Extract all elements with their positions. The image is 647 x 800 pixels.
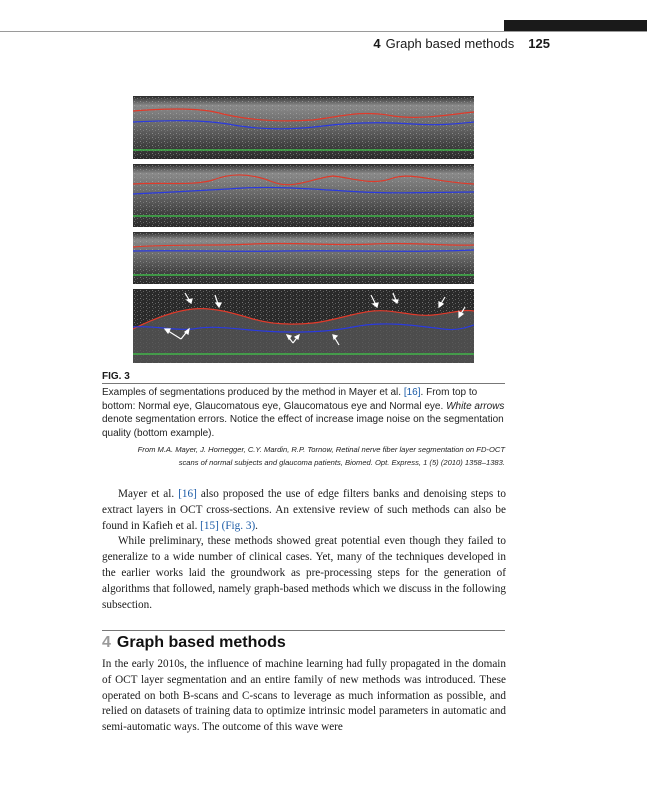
page-number: 125 [528,36,550,51]
oct-scan-1 [133,96,474,159]
caption-citation[interactable]: [16] [403,387,421,398]
source-line: From M.A. Mayer, J. Hornegger, C.Y. Mardin, R.P. Tornow, Retinal nerve fiber layer segmentation on FD-OCT [137,445,505,454]
paragraph-text: . [255,519,258,532]
caption-italic: White arrows [446,400,505,412]
citation[interactable]: [15] [200,519,219,532]
caption-text: denote segmentation errors. Notice the effect of increase image noise on the segmentation quality (bottom example). [102,414,504,439]
section-heading [102,634,286,652]
caption-text: Examples of segmentations produced by the method in Mayer et al. [102,387,404,398]
figure-source [102,443,505,469]
paragraph [102,487,506,534]
caption-text: . From top to bottom: Normal eye, Glaucomatous eye, Glaucomatous eye and Normal eye. [102,387,478,412]
figure-rule [102,383,505,384]
section-title: Graph based methods [116,634,286,651]
running-head [300,36,550,51]
oct-scan-4 [133,289,474,363]
figure-caption [102,386,507,440]
paragraph-text: also proposed the use of edge filters banks and denoising steps to extract layers in OCT cross-sections. An extensive review of such methods can also be found in Kafieh et al. [102,488,506,532]
section-number: 4 [102,634,111,651]
oct-scan-2 [133,164,474,227]
oct-scan-3 [133,232,474,284]
paragraph-text: Mayer et al. [118,488,179,500]
paragraph: In the early 2010s, the influence of machine learning had fully propagated in the domain of OCT layer segmentation and an entire family of new methods was introduced. These operated on both B-scans and C-scans to leverage as much information as possible, and relied on datasets of training data to optimize intrinsic model parameters in automatic and semi-automatic ways. The outcome of this wave were [102,658,506,734]
body-text [102,487,506,613]
source-line: scans of normal subjects and glaucoma patients, Biomed. Opt. Express, 1 (5) (2010) 1358–1383. [178,458,505,467]
section-rule [102,630,505,631]
header-rule [0,31,647,32]
citation[interactable]: [16] [178,488,197,500]
running-head-title: Graph based methods [385,36,515,51]
section-body [102,657,506,736]
figure-label: FIG. 3 [102,371,130,382]
running-head-section-number: 4 [373,36,381,51]
header-bar [504,20,647,31]
paragraph: While preliminary, these methods showed great potential even though they failed to generalize to a wide number of clinical cases. Yet, many of the techniques developed in the earlier works laid the groundwork as pre-processing steps for the generation of algorithms that followed, namely graph-based methods which we discuss in the following subsection. [102,535,506,611]
figure-link[interactable]: (Fig. 3) [221,519,256,532]
